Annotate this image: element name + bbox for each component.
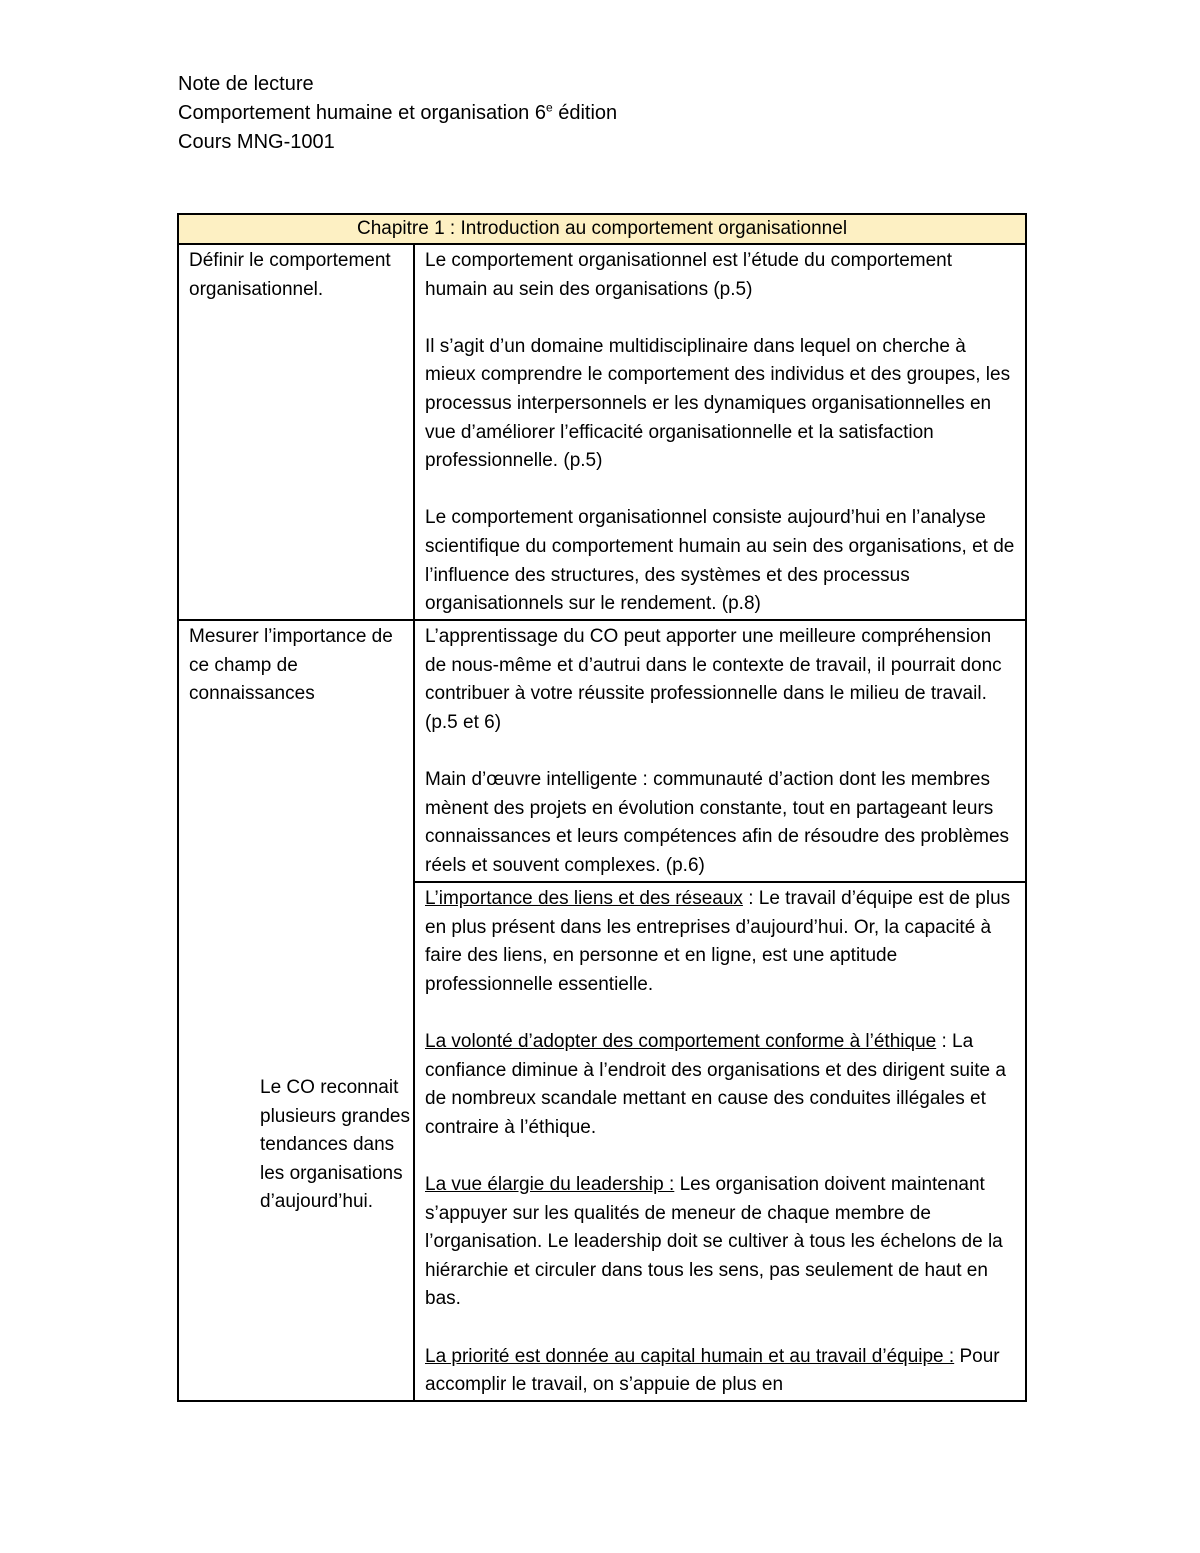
topic-label: Mesurer l’importance de ce champ de connaissances [189,626,393,705]
trend-paragraph [425,1171,1015,1314]
table-row [178,244,1026,620]
trend-paragraph [425,1028,1015,1142]
document-header [178,70,617,157]
chapter-row [178,214,1026,244]
paragraph: L’apprentissage du CO peut apporter une meilleure compréhension de nous-même et d’autrui dans le contexte de travail, il pourrait donc contribuer à votre réussite professionnelle dans le milieu de travail. (p.5 et 6) [425,626,1002,733]
notes-table [177,213,1027,1402]
trend-title: La volonté d’adopter des comportement conforme à l’éthique [425,1030,937,1052]
paragraph: Main d’œuvre intelligente : communauté d’action dont les membres mènent des projets en évolution constante, tout en partageant leurs connaissances et leurs compétences afin de résoudre des problèmes réels et souvent complexes. (p.6) [425,768,1010,876]
trend-description: Pour accomplir le travail, on s’appuie de plus en [425,1345,1000,1396]
row-content [414,244,1026,620]
edition-text: édition [552,102,618,124]
trend-paragraph [425,885,1015,999]
row-content [414,620,1026,882]
trend-paragraph [425,1343,1015,1400]
row-content [414,882,1026,1401]
table-row [178,620,1026,882]
edition-superscript: e [546,100,553,115]
trend-description: : Le travail d’équipe est de plus en plus présent dans les entreprises d’aujourd’hui. Or, la capacité à faire des liens, en personne et en ligne, est une aptitude professionnelle essentielle. [425,888,1011,995]
paragraph: Le comportement organisationnel consiste aujourd’hui en l’analyse scientifique du comportement humain au sein des organisations, et de l’influence des structures, des systèmes et des processus organisationnels sur le rendement. (p.8) [425,507,1015,615]
trends-label: Le CO reconnait plusieurs grandes tendances dans les organisations d’aujourd’hui. [260,1077,410,1213]
paragraph: Il s’agit d’un domaine multidisciplinaire dans lequel on cherche à mieux comprendre le comportement des individus et des groupes, les processus interpersonnels er les dynamiques organisationnelles en vue d’améliorer l’efficacité organisationnelle et la satisfaction professionnelle. (p.5) [425,335,1011,472]
trend-title: L’importance des liens et des réseaux [425,888,743,909]
paragraph: Le comportement organisationnel est l’étude du comportement humain au sein des organisations (p.5) [425,250,953,300]
book-title-text: Comportement humaine et organisation 6 [178,102,546,124]
trend-title: La vue élargie du leadership : [425,1173,675,1195]
book-title [178,99,617,128]
row-topic: Définir le comportement organisationnel. [178,244,414,620]
row-topic [178,620,414,1401]
trend-description: : La confiance diminue à l’endroit des organisations et des dirigent suite a de nombreux scandale mettant en cause des conduites illégales et contraire à l’éthique. [425,1030,1006,1138]
course-code: Cours MNG-1001 [178,131,335,153]
trend-title: La priorité est donnée au capital humain et au travail d’équipe : [425,1345,955,1367]
doc-title: Note de lecture [178,73,314,95]
trend-description: Les organisation doivent maintenant s’appuyer sur les qualités de meneur de chaque membre de l’organisation. Le leadership doit se cultiver à tous les échelons de la hiérarchie et circuler dans tous les sens, pas seulement de haut en bas. [425,1173,1003,1310]
chapter-title: Chapitre 1 : Introduction au comportement organisationnel [178,214,1026,244]
